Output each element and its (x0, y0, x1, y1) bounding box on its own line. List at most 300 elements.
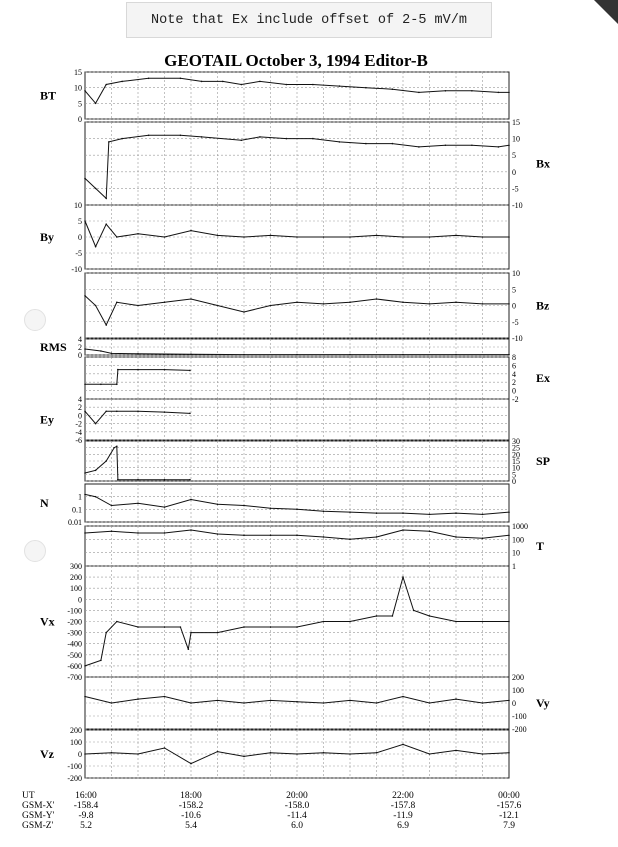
data-point (508, 354, 510, 356)
data-point (455, 354, 457, 356)
y-tick-label: 10 (74, 201, 82, 210)
data-point (482, 537, 484, 539)
data-point (164, 506, 166, 508)
data-point (243, 702, 245, 704)
y-tick-label: 10 (74, 83, 82, 93)
data-point (121, 81, 123, 83)
y-tick-label: 15 (512, 457, 520, 466)
data-point (164, 747, 166, 749)
data-point (84, 295, 86, 297)
panel-vz (40, 726, 510, 783)
y-tick-label: 10 (512, 463, 520, 473)
axis-row-value: -10.6 (181, 811, 201, 821)
panel-label: SP (536, 454, 551, 468)
panel-label: Vy (536, 696, 550, 710)
panel-label: T (536, 539, 545, 553)
y-tick-label: 0 (78, 750, 82, 759)
y-tick-label: 5 (512, 285, 516, 295)
data-point (84, 696, 86, 698)
panel-label: Bx (536, 156, 551, 171)
data-point (113, 447, 115, 449)
data-point (95, 103, 97, 105)
data-point (429, 615, 431, 617)
data-point (190, 230, 192, 232)
y-tick-label: -500 (67, 650, 82, 660)
data-point (508, 303, 510, 305)
data-point (376, 702, 378, 704)
data-point (286, 138, 288, 140)
data-point (376, 512, 378, 514)
data-point (402, 744, 404, 746)
y-tick-label: 0 (78, 115, 82, 124)
axis-row-value: 7.9 (503, 821, 515, 831)
data-point (498, 146, 500, 148)
data-point (323, 510, 325, 512)
axis-row-value: -157.6 (496, 801, 522, 811)
chart-title: GEOTAIL October 3, 1994 Editor-B (164, 51, 428, 70)
axis-row-value: 5.4 (185, 821, 197, 831)
data-point (137, 233, 139, 235)
axis-row-value: -12.1 (499, 811, 519, 821)
data-point (111, 531, 113, 533)
y-tick-label: 0 (512, 699, 516, 708)
data-point (164, 696, 166, 698)
panel-n (40, 484, 510, 527)
data-point (116, 384, 118, 386)
axis-row-value: 00:00 (498, 791, 520, 801)
axis-row-value: -9.8 (78, 811, 94, 821)
data-point (312, 84, 314, 86)
series-line-ey (85, 411, 190, 423)
data-point (137, 753, 139, 755)
data-point (217, 751, 219, 753)
data-point (116, 301, 118, 303)
axis-row-value: -158.0 (284, 801, 310, 811)
data-point (116, 621, 118, 623)
panels-group (40, 68, 550, 783)
data-point (116, 411, 118, 413)
data-point (84, 753, 86, 755)
y-tick-label: -5 (75, 249, 82, 258)
data-point (508, 511, 510, 513)
data-point (413, 610, 415, 612)
y-tick-label: 0 (512, 301, 516, 311)
data-point (243, 354, 245, 356)
data-point (137, 532, 139, 534)
y-tick-label: 20 (512, 450, 520, 460)
y-tick-label: -700 (67, 673, 82, 682)
y-tick-label: 5 (78, 217, 82, 226)
data-point (243, 236, 245, 238)
data-point (455, 698, 457, 700)
data-point (482, 702, 484, 704)
data-point (217, 533, 219, 535)
data-point (471, 144, 473, 146)
data-point (84, 178, 86, 180)
data-point (217, 700, 219, 702)
data-point (482, 753, 484, 755)
axis-row-value: 16:00 (75, 791, 97, 801)
panel-label: N (40, 496, 49, 510)
data-point (148, 134, 150, 136)
data-point (217, 503, 219, 505)
y-tick-label: -2 (512, 395, 519, 404)
y-tick-label: 100 (512, 535, 524, 545)
axis-row-value: 6.0 (291, 821, 303, 831)
axis-row-value: -11.4 (287, 811, 307, 821)
data-point (296, 236, 298, 238)
data-point (111, 353, 113, 355)
y-tick-label: 5 (512, 151, 516, 161)
data-point (392, 143, 394, 145)
axis-row-value: 20:00 (286, 791, 308, 801)
data-point (190, 763, 192, 765)
data-point (429, 753, 431, 755)
data-point (312, 138, 314, 140)
y-tick-label: 6 (512, 361, 516, 371)
data-point (105, 324, 107, 326)
axis-row-value: 5.2 (80, 821, 92, 831)
data-point (217, 632, 219, 634)
data-point (259, 136, 261, 138)
data-point (349, 700, 351, 702)
y-tick-label: 300 (70, 562, 82, 571)
data-point (445, 90, 447, 92)
data-point (111, 505, 113, 507)
data-point (270, 626, 272, 628)
data-point (190, 298, 192, 300)
data-point (402, 354, 404, 356)
data-point (111, 702, 113, 704)
data-point (429, 303, 431, 305)
data-point (217, 305, 219, 307)
data-point (137, 411, 139, 413)
panel-vy (84, 673, 549, 734)
data-point (270, 508, 272, 510)
y-tick-label: -200 (512, 725, 527, 734)
y-tick-label: 0 (512, 477, 516, 486)
data-point (190, 499, 192, 501)
y-tick-label: -10 (512, 334, 523, 343)
data-point (137, 305, 139, 307)
data-point (429, 702, 431, 704)
y-tick-label: -5 (512, 317, 519, 327)
y-tick-label: 200 (70, 573, 82, 583)
data-point (455, 235, 457, 237)
data-point (270, 235, 272, 237)
data-point (270, 700, 272, 702)
y-tick-label: -200 (67, 774, 82, 783)
y-tick-label: -4 (75, 427, 82, 437)
data-point (323, 303, 325, 305)
data-point (482, 236, 484, 238)
y-tick-label: 1000 (512, 522, 528, 531)
data-point (95, 188, 97, 190)
y-tick-label: 100 (70, 738, 82, 747)
y-tick-label: 2 (512, 378, 516, 388)
y-tick-label: 15 (74, 68, 82, 77)
y-tick-label: 0 (78, 233, 82, 242)
y-tick-label: 200 (512, 673, 524, 682)
data-point (482, 303, 484, 305)
data-point (323, 536, 325, 538)
data-point (349, 236, 351, 238)
y-tick-label: -2 (75, 419, 82, 429)
data-point (365, 143, 367, 145)
panel-bz (84, 269, 550, 343)
data-point (241, 84, 243, 86)
data-point (243, 505, 245, 507)
data-point (508, 144, 510, 146)
data-point (180, 626, 182, 628)
data-point (189, 479, 191, 481)
panel-label: Vx (40, 614, 55, 629)
data-point (84, 472, 86, 474)
data-point (201, 136, 203, 138)
data-point (95, 470, 97, 472)
data-point (482, 514, 484, 516)
y-tick-label: 100 (512, 686, 524, 695)
data-point (222, 81, 224, 83)
data-point (164, 626, 166, 628)
data-point (111, 752, 113, 754)
data-point (100, 384, 102, 386)
panel-label: Vz (40, 747, 54, 761)
data-point (418, 146, 420, 148)
data-point (349, 621, 351, 623)
data-point (190, 529, 192, 531)
y-tick-label: -100 (67, 762, 82, 771)
y-tick-label: 0.1 (72, 505, 82, 515)
data-point (455, 536, 457, 538)
data-point (270, 305, 272, 307)
data-point (180, 134, 182, 136)
panel-label: Ey (40, 412, 55, 427)
axis-row-value: -158.4 (73, 801, 99, 811)
axis-row-value: 6.9 (397, 821, 409, 831)
data-point (402, 512, 404, 514)
axis-row-label: GSM-Y' (22, 811, 55, 821)
data-point (105, 198, 107, 200)
data-point (429, 531, 431, 533)
data-point (84, 90, 86, 92)
data-point (137, 698, 139, 700)
data-point (402, 696, 404, 698)
offset-note: Note that Ex include offset of 2-5 mV/m (126, 2, 492, 38)
data-point (241, 139, 243, 141)
y-tick-label: -300 (67, 628, 82, 638)
y-tick-label: -600 (67, 661, 82, 671)
data-point (429, 514, 431, 516)
y-tick-label: 15 (512, 118, 520, 127)
data-point (339, 141, 341, 143)
data-point (296, 354, 298, 356)
data-point (296, 535, 298, 537)
y-tick-label: 1 (78, 492, 82, 502)
y-tick-label: 10 (512, 134, 520, 144)
data-point (376, 298, 378, 300)
y-tick-label: 5 (78, 99, 82, 109)
data-point (455, 301, 457, 303)
data-point (188, 648, 190, 650)
y-tick-label: 0 (78, 411, 82, 421)
y-tick-label: 200 (70, 726, 82, 735)
data-point (296, 701, 298, 703)
axis-row-value: 18:00 (180, 791, 202, 801)
data-point (189, 370, 191, 372)
data-point (349, 511, 351, 513)
panel-label: RMS (40, 340, 67, 354)
data-point (508, 621, 510, 623)
data-point (105, 411, 107, 413)
data-point (392, 615, 394, 617)
data-point (296, 301, 298, 303)
data-point (259, 81, 261, 83)
data-point (270, 535, 272, 537)
bottom-axis-labels (22, 791, 522, 831)
y-tick-label: 2 (78, 343, 82, 352)
data-point (402, 236, 404, 238)
data-point (376, 752, 378, 754)
data-point (105, 460, 107, 462)
data-point (137, 353, 139, 355)
data-point (105, 632, 107, 634)
y-tick-label: 4 (78, 395, 82, 404)
data-point (117, 479, 119, 481)
panel-rms (40, 335, 510, 360)
data-point (116, 446, 118, 448)
data-point (137, 369, 139, 371)
data-point (105, 223, 107, 225)
y-tick-label: 0 (512, 167, 516, 177)
data-point (243, 626, 245, 628)
data-point (418, 92, 420, 94)
y-tick-label: -10 (512, 201, 523, 210)
y-tick-label: 1 (512, 562, 516, 571)
data-point (402, 529, 404, 531)
data-point (349, 354, 351, 356)
y-tick-label: -100 (67, 606, 82, 616)
data-point (296, 509, 298, 511)
data-point (116, 236, 118, 238)
y-tick-label: 4 (78, 335, 82, 344)
y-tick-label: -100 (512, 712, 527, 721)
data-point (95, 423, 97, 425)
data-point (296, 753, 298, 755)
data-point (164, 236, 166, 238)
panel-sp (84, 437, 550, 486)
y-tick-label: 100 (70, 584, 82, 594)
y-tick-label: 8 (512, 353, 516, 362)
data-point (323, 236, 325, 238)
data-point (217, 235, 219, 237)
data-point (429, 236, 431, 238)
y-tick-label: 10 (512, 548, 520, 558)
data-point (296, 626, 298, 628)
data-point (508, 700, 510, 702)
y-tick-label: 10 (512, 269, 520, 278)
y-tick-label: 0 (512, 386, 516, 396)
data-point (190, 353, 192, 355)
data-point (376, 536, 378, 538)
data-point (508, 236, 510, 238)
data-point (376, 235, 378, 237)
data-point (508, 92, 510, 94)
data-point (108, 141, 110, 143)
data-point (243, 756, 245, 758)
data-point (323, 752, 325, 754)
data-point (84, 532, 86, 534)
y-tick-label: 4 (512, 369, 516, 379)
data-point (148, 77, 150, 79)
data-point (95, 305, 97, 307)
data-point (84, 494, 86, 496)
data-point (100, 660, 102, 662)
data-point (402, 576, 404, 578)
data-point (164, 301, 166, 303)
data-point (84, 665, 86, 667)
y-tick-label: -200 (67, 617, 82, 627)
panel-label: By (40, 230, 55, 244)
data-point (243, 311, 245, 313)
data-point (189, 413, 191, 415)
data-point (498, 92, 500, 94)
data-point (243, 535, 245, 537)
data-point (84, 411, 86, 413)
axis-row-label: UT (22, 791, 35, 801)
data-point (339, 85, 341, 87)
axis-row-value: -11.9 (393, 811, 413, 821)
data-point (190, 702, 192, 704)
data-point (137, 479, 139, 481)
axis-row-value: -157.8 (390, 801, 416, 811)
data-point (95, 246, 97, 248)
panel-by (40, 201, 510, 274)
panel-label: Bz (536, 298, 550, 313)
panel-vx (40, 562, 510, 682)
data-point (270, 752, 272, 754)
data-point (121, 138, 123, 140)
data-point (164, 369, 166, 371)
data-point (137, 502, 139, 504)
data-point (84, 220, 86, 222)
data-point (190, 632, 192, 634)
data-point (445, 144, 447, 146)
data-point (376, 615, 378, 617)
panel-label: Ex (536, 371, 551, 385)
panel-bx (84, 118, 550, 210)
data-point (201, 81, 203, 83)
y-tick-label: -10 (71, 265, 82, 274)
data-point (392, 88, 394, 90)
data-point (482, 621, 484, 623)
data-point (84, 384, 86, 386)
data-point (95, 496, 97, 498)
data-point (508, 752, 510, 754)
panel-bt (40, 68, 510, 124)
data-point (455, 621, 457, 623)
y-tick-label: -400 (67, 639, 82, 649)
panel-label: BT (40, 88, 57, 103)
axis-row-label: GSM-X' (22, 801, 55, 811)
y-tick-label: 5 (512, 470, 516, 480)
data-point (455, 750, 457, 752)
data-point (365, 87, 367, 89)
data-point (349, 539, 351, 541)
axis-row-value: 22:00 (392, 791, 414, 801)
data-point (180, 77, 182, 79)
series-line-sp (85, 446, 190, 479)
